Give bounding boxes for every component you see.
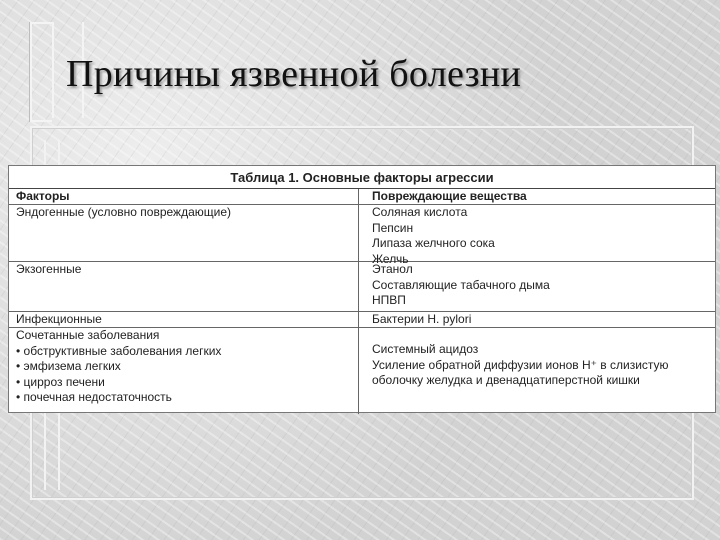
factor-text: Экзогенные xyxy=(16,262,82,276)
factor-cell xyxy=(9,328,359,414)
factor-text: Эндогенные (условно повреждающие) xyxy=(16,205,231,219)
substance-text: оболочку желудка и двенадцатиперстной кишки xyxy=(372,373,640,387)
header-substances: Повреждающие вещества xyxy=(372,189,527,203)
factor-cell xyxy=(9,205,359,261)
table-row-exogenous xyxy=(9,262,715,312)
decorative-frame-top xyxy=(30,22,52,122)
substance-text: Липаза желчного сока xyxy=(372,236,495,250)
table-caption: Таблица 1. Основные факторы агрессии xyxy=(9,166,715,189)
substances-cell xyxy=(359,328,715,414)
substance-text: Пепсин xyxy=(372,220,414,235)
substances-cell xyxy=(359,205,715,266)
factor-cell xyxy=(9,312,359,327)
table-row-comorbid xyxy=(9,328,715,414)
substance-text: Желчь xyxy=(372,251,409,266)
factor-list-item: • почечная недостаточность xyxy=(16,390,358,406)
factor-list-item: • обструктивные заболевания легких xyxy=(16,344,358,360)
factor-cell xyxy=(9,262,359,311)
substance-text: Системный ацидоз xyxy=(372,342,479,356)
substance-text: Составляющие табачного дыма xyxy=(372,277,550,292)
substance-text: НПВП xyxy=(372,293,406,307)
factor-text: Сочетанные заболевания xyxy=(16,328,160,342)
table-row-endogenous xyxy=(9,205,715,266)
factor-list-item: • цирроз печени xyxy=(16,375,358,391)
aggression-factors-table xyxy=(8,165,716,413)
slide-title: Причины язвенной болезни xyxy=(66,53,522,95)
factor-text: Инфекционные xyxy=(16,312,102,326)
substance-text: Этанол xyxy=(372,262,413,276)
substances-cell xyxy=(359,312,715,327)
table-header-row xyxy=(9,189,715,205)
header-factors: Факторы xyxy=(9,189,359,204)
substances-cell xyxy=(359,262,715,311)
substance-text: Усиление обратной диффузии ионов H⁺ в слизистую xyxy=(372,357,669,372)
substance-text: Соляная кислота xyxy=(372,205,468,219)
table-row-infectious xyxy=(9,312,715,328)
substance-text: Бактерии H. pylori xyxy=(372,312,472,326)
factor-list-item: • эмфизема легких xyxy=(16,359,358,375)
